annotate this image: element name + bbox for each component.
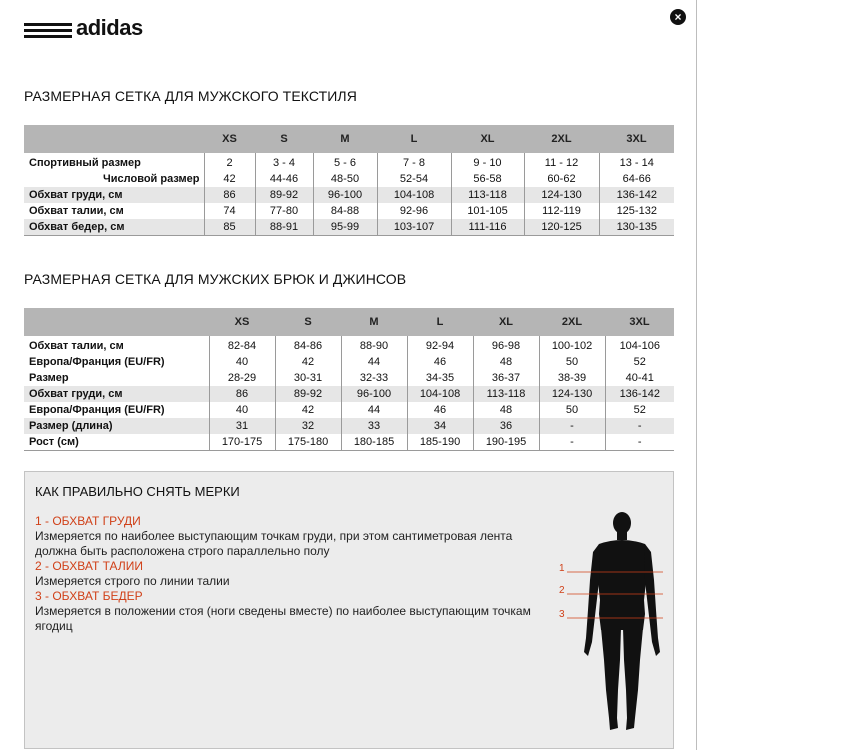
row-label: Европа/Франция (EU/FR)	[29, 404, 165, 416]
table-cell: 11 - 12	[524, 153, 599, 171]
table-cell: 103-107	[377, 219, 451, 236]
adidas-logo	[24, 16, 143, 40]
table-cell: 113-118	[473, 386, 539, 402]
table-row	[24, 354, 674, 370]
table-cell: 92-94	[407, 336, 473, 354]
table-cell: 185-190	[407, 434, 473, 451]
table-cell: 34	[407, 418, 473, 434]
table-cell: 112-119	[524, 203, 599, 219]
table-cell: 44	[341, 402, 407, 418]
measure-chest-text: Измеряется по наиболее выступающим точкам груди, при этом сантиметровая лента должна быть расположена строго параллельно полу	[35, 529, 513, 558]
pants-header-size: 3XL	[605, 308, 674, 336]
table-cell: 136-142	[605, 386, 674, 402]
table-cell: 100-102	[539, 336, 605, 354]
table-cell: 89-92	[275, 386, 341, 402]
pants-header-size: S	[275, 308, 341, 336]
pants-header-corner	[24, 308, 209, 336]
table-cell: 3 - 4	[255, 153, 313, 171]
table-cell: 40	[209, 402, 275, 418]
table-cell: 190-195	[473, 434, 539, 451]
table-cell: 36	[473, 418, 539, 434]
table-cell: 36-37	[473, 370, 539, 386]
table-cell: 96-98	[473, 336, 539, 354]
table-cell: 38-39	[539, 370, 605, 386]
table-row	[24, 203, 674, 219]
pants-size-table	[24, 308, 674, 451]
textile-header-size: S	[255, 125, 313, 153]
row-label: Обхват талии, см	[29, 205, 124, 217]
table-cell: 48	[473, 354, 539, 370]
table-cell: 52	[605, 354, 674, 370]
measure-hips-title: 3 - ОБХВАТ БЕДЕР	[35, 589, 143, 603]
table-cell: 101-105	[451, 203, 524, 219]
pants-title: РАЗМЕРНАЯ СЕТКА ДЛЯ МУЖСКИХ БРЮК И ДЖИНСОВ	[24, 271, 407, 287]
row-label: Числовой размер	[103, 173, 200, 185]
table-cell: 44-46	[255, 171, 313, 187]
how-to-measure-text	[35, 514, 535, 634]
table-cell: 52	[605, 402, 674, 418]
table-cell: 50	[539, 402, 605, 418]
figure-label-3: 3	[559, 609, 565, 620]
row-label: Размер	[29, 372, 69, 384]
table-cell: 56-58	[451, 171, 524, 187]
table-cell: 84-86	[275, 336, 341, 354]
pants-header-size: L	[407, 308, 473, 336]
table-cell: 42	[275, 402, 341, 418]
table-cell: 88-90	[341, 336, 407, 354]
table-cell: 40-41	[605, 370, 674, 386]
table-cell: 74	[204, 203, 255, 219]
row-label: Размер (длина)	[24, 418, 209, 434]
table-cell: 125-132	[599, 203, 674, 219]
measure-waist-text: Измеряется строго по линии талии	[35, 574, 230, 588]
table-cell: 111-116	[451, 219, 524, 236]
table-cell: 124-130	[524, 187, 599, 203]
table-cell: 46	[407, 402, 473, 418]
textile-title: РАЗМЕРНАЯ СЕТКА ДЛЯ МУЖСКОГО ТЕКСТИЛЯ	[24, 88, 357, 104]
textile-header-size: XS	[204, 125, 255, 153]
table-cell: 7 - 8	[377, 153, 451, 171]
table-cell: 44	[341, 354, 407, 370]
pants-header-size: XL	[473, 308, 539, 336]
row-label: Обхват талии, см	[29, 340, 124, 352]
how-to-measure-panel	[24, 471, 674, 749]
table-cell: 175-180	[275, 434, 341, 451]
table-row	[24, 336, 674, 354]
table-cell: -	[605, 434, 674, 451]
table-cell: 48	[473, 402, 539, 418]
table-cell: 104-108	[377, 187, 451, 203]
table-row	[24, 171, 674, 187]
measure-chest-title: 1 - ОБХВАТ ГРУДИ	[35, 514, 141, 528]
table-cell: 120-125	[524, 219, 599, 236]
row-label: Спортивный размер	[29, 157, 141, 169]
table-cell: 64-66	[599, 171, 674, 187]
measure-waist	[35, 559, 535, 589]
table-cell: 9 - 10	[451, 153, 524, 171]
table-cell: 82-84	[209, 336, 275, 354]
table-cell: 130-135	[599, 219, 674, 236]
measure-waist-title: 2 - ОБХВАТ ТАЛИИ	[35, 559, 143, 573]
table-cell: 2	[204, 153, 255, 171]
row-label: Обхват бедер, см	[24, 219, 204, 236]
table-row	[24, 219, 674, 236]
table-cell: -	[605, 418, 674, 434]
table-cell: 96-100	[341, 386, 407, 402]
measure-chest	[35, 514, 535, 559]
figure-label-2: 2	[559, 585, 565, 596]
textile-header-size: XL	[451, 125, 524, 153]
table-row	[24, 187, 674, 203]
table-cell: -	[539, 434, 605, 451]
textile-header-size: M	[313, 125, 377, 153]
table-cell: 88-91	[255, 219, 313, 236]
table-cell: 42	[275, 354, 341, 370]
table-cell: 30-31	[275, 370, 341, 386]
table-cell: 170-175	[209, 434, 275, 451]
table-cell: 95-99	[313, 219, 377, 236]
textile-header-size: L	[377, 125, 451, 153]
table-cell: 124-130	[539, 386, 605, 402]
table-cell: 46	[407, 354, 473, 370]
table-cell: 28-29	[209, 370, 275, 386]
row-label: Рост (см)	[29, 436, 79, 448]
row-label: Европа/Франция (EU/FR)	[29, 356, 165, 368]
textile-header-corner	[24, 125, 204, 153]
table-cell: 104-108	[407, 386, 473, 402]
table-row	[24, 153, 674, 171]
table-cell: 92-96	[377, 203, 451, 219]
figure-label-1: 1	[559, 563, 565, 574]
table-cell: 96-100	[313, 187, 377, 203]
table-cell: 60-62	[524, 171, 599, 187]
table-cell: -	[539, 418, 605, 434]
table-row	[24, 402, 674, 418]
table-cell: 13 - 14	[599, 153, 674, 171]
table-cell: 40	[209, 354, 275, 370]
table-cell: 86	[209, 386, 275, 402]
table-cell: 113-118	[451, 187, 524, 203]
pants-header-size: 2XL	[539, 308, 605, 336]
table-cell: 52-54	[377, 171, 451, 187]
table-cell: 48-50	[313, 171, 377, 187]
logo-stripes	[24, 23, 72, 38]
table-cell: 180-185	[341, 434, 407, 451]
table-cell: 86	[204, 187, 255, 203]
table-cell: 31	[209, 418, 275, 434]
how-to-measure-title: КАК ПРАВИЛЬНО СНЯТЬ МЕРКИ	[35, 484, 240, 499]
background-pane	[697, 0, 857, 750]
table-cell: 89-92	[255, 187, 313, 203]
row-label: Обхват груди, см	[24, 187, 204, 203]
row-label: Обхват груди, см	[24, 386, 209, 402]
table-row	[24, 434, 674, 451]
pants-header-size: XS	[209, 308, 275, 336]
table-cell: 5 - 6	[313, 153, 377, 171]
table-row	[24, 418, 674, 434]
textile-size-table	[24, 125, 674, 236]
table-cell: 136-142	[599, 187, 674, 203]
measure-labels	[559, 563, 565, 620]
table-cell: 32	[275, 418, 341, 434]
silhouette-icon	[584, 512, 660, 730]
table-cell: 33	[341, 418, 407, 434]
table-cell: 84-88	[313, 203, 377, 219]
measure-hips	[35, 589, 535, 634]
table-cell: 77-80	[255, 203, 313, 219]
table-cell: 104-106	[605, 336, 674, 354]
textile-header-size: 3XL	[599, 125, 674, 153]
logo-wordmark: adidas	[76, 15, 143, 40]
pants-header-size: M	[341, 308, 407, 336]
body-silhouette-figure	[555, 510, 670, 740]
table-cell: 32-33	[341, 370, 407, 386]
table-cell: 50	[539, 354, 605, 370]
close-icon[interactable]: ×	[670, 9, 686, 25]
table-cell: 42	[204, 171, 255, 187]
measure-hips-text: Измеряется в положении стоя (ноги сведены вместе) по наиболее выступающим точкам ягодиц	[35, 604, 531, 633]
textile-header-size: 2XL	[524, 125, 599, 153]
table-cell: 85	[204, 219, 255, 236]
table-row	[24, 370, 674, 386]
table-cell: 34-35	[407, 370, 473, 386]
table-row	[24, 386, 674, 402]
